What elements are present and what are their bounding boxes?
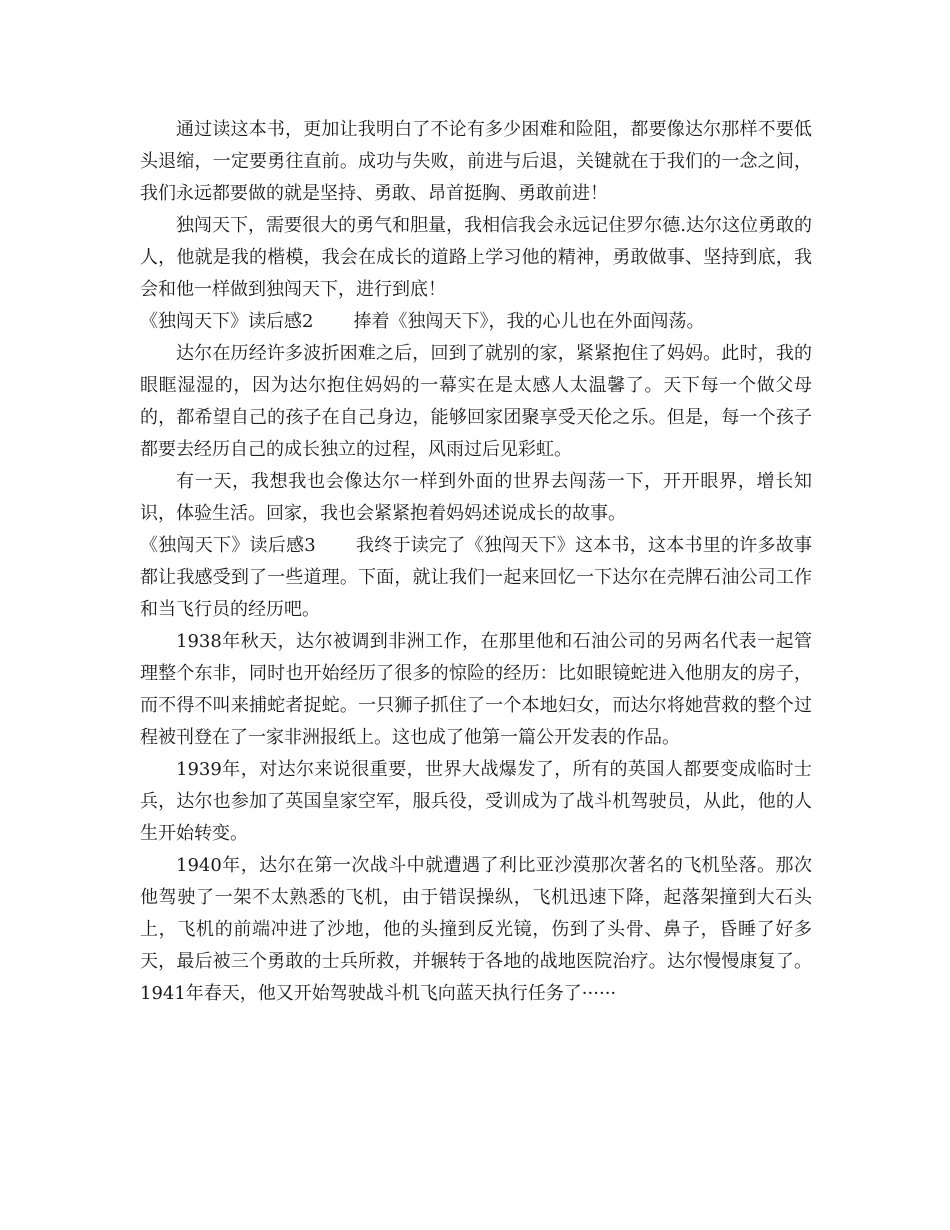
paragraph-3: 达尔在历经许多波折困难之后，回到了就别的家，紧紧抱住了妈妈。此时，我的眼眶湿湿的，因为达尔抱住妈妈的一幕实在是太感人太温馨了。天下每一个做父母的，都希望自己的孩子在自己身边，能够回家团聚享受天伦之乐。但是，每一个孩子都要去经历自己的成长独立的过程，风雨过后见彩虹。 (140, 343, 812, 460)
section-title-2: 《独闯天下》读后感2 (140, 311, 314, 332)
section-heading-3 (140, 530, 812, 626)
paragraph-2: 独闯天下，需要很大的勇气和胆量，我相信我会永远记住罗尔德.达尔这位勇敢的人，他就是我的楷模，我会在成长的道路上学习他的精神，勇敢做事、坚持到底，我会和他一样做到独闯天下，进行到底！ (140, 215, 812, 300)
section-title-3: 《独闯天下》读后感3 (140, 535, 316, 556)
paragraph-1: 通过读这本书，更加让我明白了不论有多少困难和险阻，都要像达尔那样不要低头退缩，一定要勇往直前。成功与失败，前进与后退，关键就在于我们的一念之间，我们永远都要做的就是坚持、勇敢、昂首挺胸、勇敢前进！ (140, 119, 812, 204)
section-lead-3: 我终于读完了《独闯天下》这本书，这本书里的许多故事都让我感受到了一些道理。下面，就让我们一起来回忆一下达尔在壳牌石油公司工作和当飞行员的经历吧。 (140, 535, 813, 620)
paragraph-4: 有一天，我想我也会像达尔一样到外面的世界去闯荡一下，开开眼界，增长知识，体验生活。回家，我也会紧紧抱着妈妈述说成长的故事。 (140, 471, 812, 524)
paragraph-5: 1938年秋天，达尔被调到非洲工作，在那里他和石油公司的另两名代表一起管理整个东非，同时也开始经历了很多的惊险的经历：比如眼镜蛇进入他朋友的房子，而不得不叫来捕蛇者捉蛇。一只狮子抓住了一个本地妇女，而达尔将她营救的整个过程被刊登在了一家非洲报纸上。这也成了他第一篇公开发表的作品。 (140, 631, 812, 748)
section-lead-2: 捧着《独闯天下》，我的心儿也在外面闯荡。 (353, 311, 705, 332)
section-heading-2 (140, 306, 812, 338)
paragraph-7: 1940年，达尔在第一次战斗中就遭遇了利比亚沙漠那次著名的飞机坠落。那次他驾驶了一架不太熟悉的飞机，由于错误操纵，飞机迅速下降，起落架撞到大石头上，飞机的前端冲进了沙地，他的头撞到反光镜，伤到了头骨、鼻子，昏睡了好多天，最后被三个勇敢的士兵所救，并辗转于各地的战地医院治疗。达尔慢慢康复了。1941年春天，他又开始驾驶战斗机飞向蓝天执行任务了······ (140, 855, 812, 1004)
document-body (140, 114, 812, 1010)
paragraph-6: 1939年，对达尔来说很重要，世界大战爆发了，所有的英国人都要变成临时士兵，达尔也参加了英国皇家空军，服兵役，受训成为了战斗机驾驶员，从此，他的人生开始转变。 (140, 759, 812, 844)
